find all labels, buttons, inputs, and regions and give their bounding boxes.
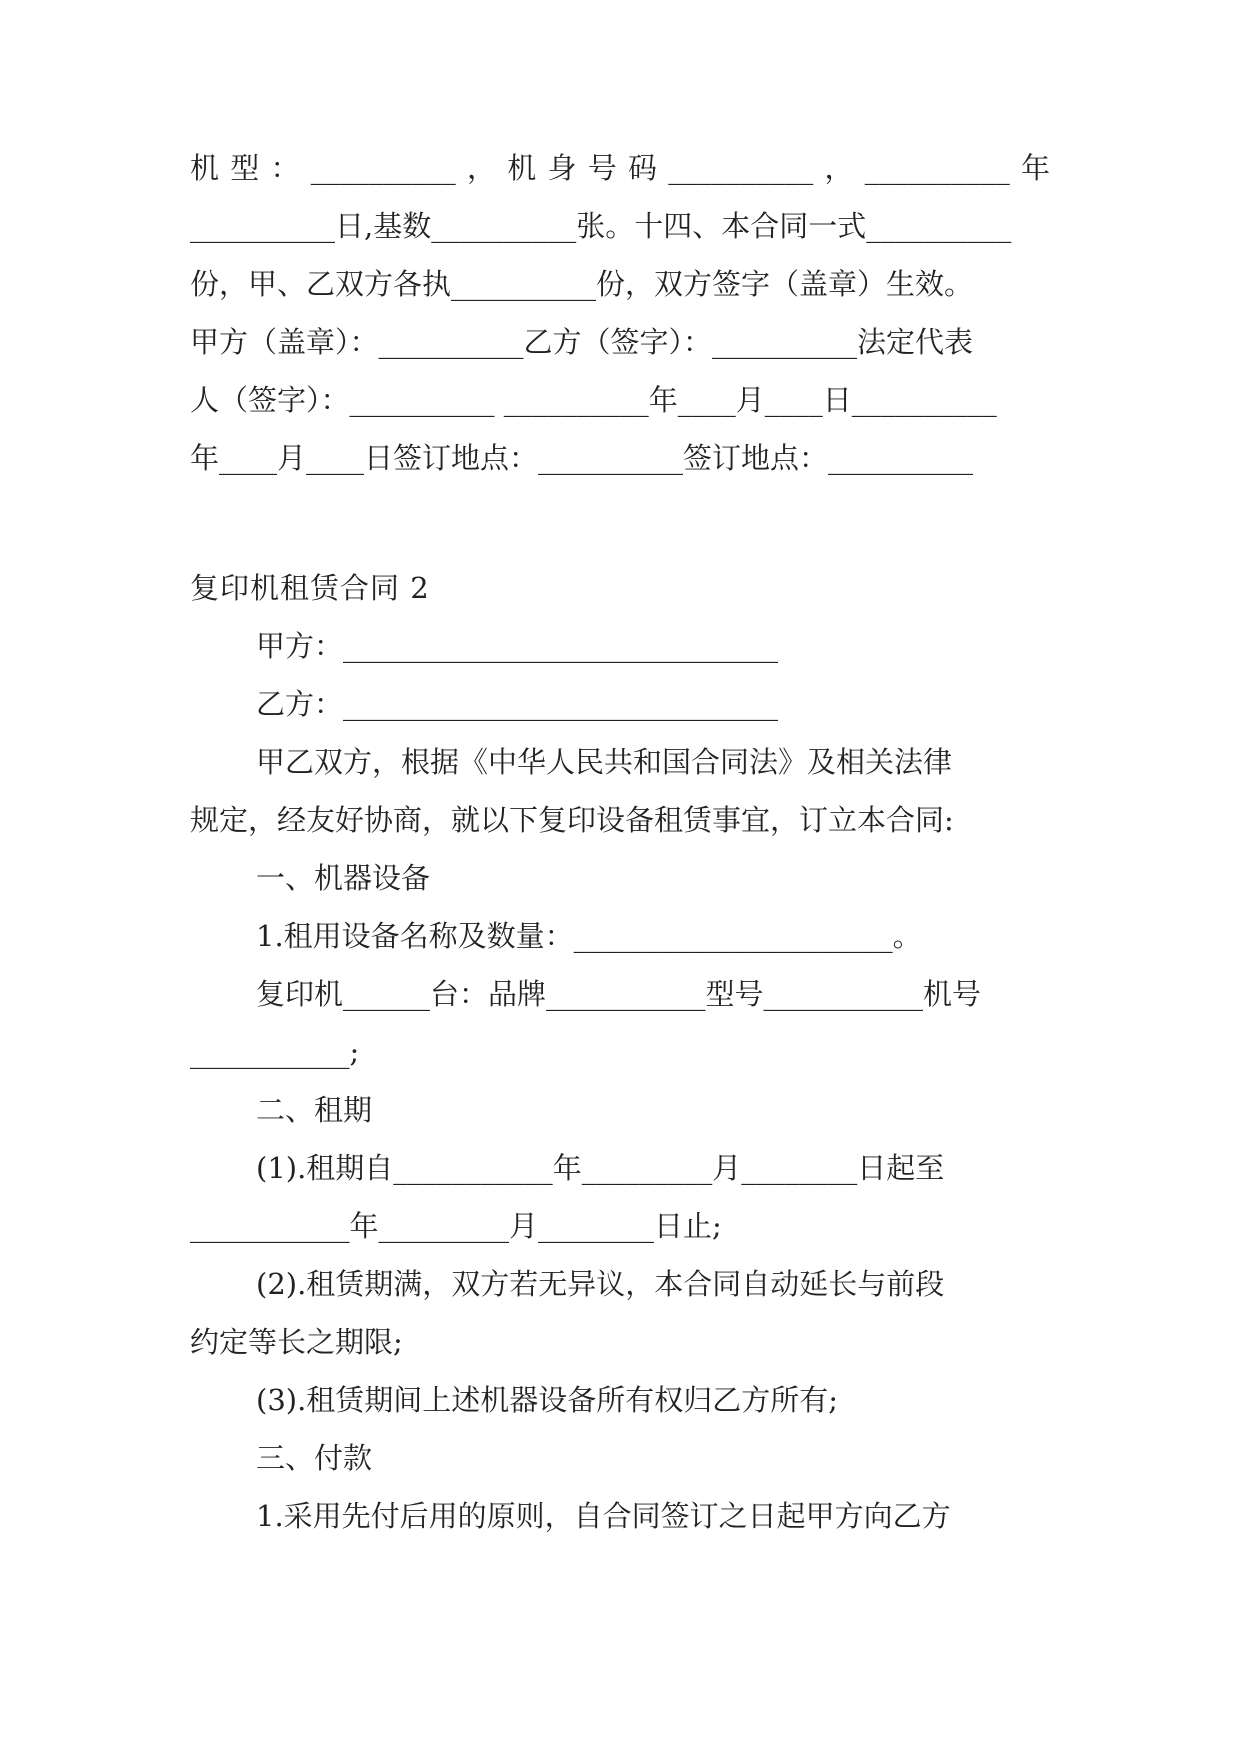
text-char: ： <box>270 151 300 185</box>
party-a-line: 甲方：______________________________ <box>256 629 779 663</box>
section-2-item-2-line-2: 约定等长之期限; <box>190 1325 403 1359</box>
text-char: 码 <box>627 151 657 185</box>
section-1-item-2: 复印机______台：品牌___________型号___________机号 <box>256 977 982 1011</box>
blank-field: __________ <box>668 151 814 185</box>
text-char: 年 <box>1020 151 1050 185</box>
text-char: 身 <box>547 151 577 185</box>
blank-field: __________ <box>310 151 456 185</box>
section-title: 复印机租赁合同 2 <box>190 571 430 605</box>
text-char: ， <box>466 151 496 185</box>
section-3-item-1-line-1: 1.采用先付后用的原则，自合同签订之日起甲方向乙方 <box>256 1499 951 1533</box>
text-char: 机 <box>507 151 537 185</box>
contract-line-1 <box>190 148 1050 188</box>
text-char: ， <box>824 151 854 185</box>
text-char: 号 <box>587 151 617 185</box>
party-b-line: 乙方：______________________________ <box>256 687 779 721</box>
section-2-item-1-line-2: ___________年_________月________日止; <box>190 1209 722 1243</box>
text-char: 机 <box>190 151 220 185</box>
section-1-item-1: 1.租用设备名称及数量：______________________。 <box>256 919 922 953</box>
section-1-item-2-cont: ___________; <box>190 1035 360 1069</box>
intro-paragraph-line-2: 规定，经友好协商，就以下复印设备租赁事宜，订立本合同: <box>190 803 954 837</box>
blank-field: __________ <box>864 151 1010 185</box>
section-2-item-1-line-1: (1).租期自___________年_________月________日起至 <box>256 1151 945 1185</box>
section-2-title: 二、租期 <box>256 1093 373 1127</box>
text-char: 型 <box>230 151 260 185</box>
section-3-title: 三、付款 <box>256 1441 373 1475</box>
section-2-item-2-line-1: (2).租赁期满，双方若无异议，本合同自动延长与前段 <box>256 1267 945 1301</box>
contract-line-6: 年____月____日签订地点：__________签订地点：__________ <box>190 441 974 475</box>
contract-line-3: 份，甲、乙双方各执__________份，双方签字（盖章）生效。 <box>190 267 974 301</box>
contract-line-2: __________日,基数__________张。十四、本合同一式__________ <box>190 209 1012 243</box>
contract-line-4: 甲方（盖章）：__________乙方（签字）：__________法定代表 <box>190 325 974 359</box>
section-2-item-3: (3).租赁期间上述机器设备所有权归乙方所有; <box>256 1383 839 1417</box>
contract-line-5: 人（签字）：__________ __________年____月____日__________ <box>190 383 997 417</box>
section-1-title: 一、机器设备 <box>256 861 431 895</box>
intro-paragraph-line-1: 甲乙双方，根据《中华人民共和国合同法》及相关法律 <box>256 745 953 779</box>
